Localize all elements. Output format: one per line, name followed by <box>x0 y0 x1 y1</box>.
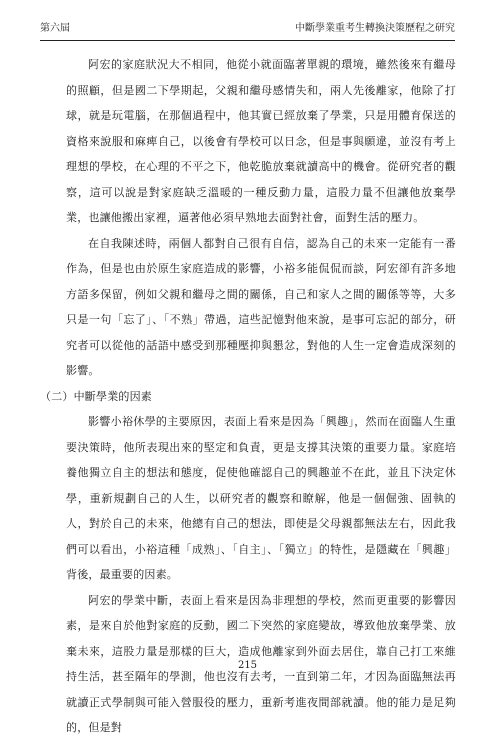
page-number: 215 <box>237 660 258 671</box>
running-header <box>40 18 455 41</box>
section-heading: （二）中斷學業的因素 <box>40 389 152 403</box>
paragraph-3: 影響小裕休學的主要原因，表面上看來是因為「興趣」，然而在面臨人生重要決策時，他所表現出來的堅定和負責，更是支撐其決策的重要力量。家庭培養他獨立自主的想法和態度，促使他確認自己的興趣並不在此，並且下決定休學，重新規劃自己的人生，以研究者的觀察和瞭解，他是一個倔強、固執的人，對於自己的未來，他總有自己的想法，即使是父母親都無法左右，因此我們可以看出，小裕這種「成熟」、「自主」、「獨立」的特性，是隱藏在「興趣」背後，最重要的因素。 <box>66 415 456 581</box>
header-session-label: 第六屆 <box>40 23 70 34</box>
header-paper-title: 中斷學業重考生轉換決策歷程之研究 <box>295 23 455 34</box>
paragraph-1: 阿宏的家庭狀況大不相同，他從小就面臨著單親的環境，雖然後來有繼母的照顧，但是國二下學期起，父親和繼母感情失和，兩人先後離家，他除了打球，就是玩電腦，在那個過程中，他其實已經放棄了學業，只是用體育保送的資格來說服和麻痺自己，以後會有學校可以日念，但是事與願違，並沒有考上理想的學校，在心理的不平之下，他乾脆放棄就讀高中的機會。從研究者的觀察，這可以說是對家庭缺乏溫暖的一種反動力量，這股力量不但讓他放棄學業，也讓他搬出家裡，逼著他必須早熟地去面對社會，面對生活的壓力。 <box>66 58 456 224</box>
paragraph-2: 在自我陳述時，兩個人都對自己很有自信，認為自己的未來一定能有一番作為，但是也由於原生家庭造成的影響，小裕多能侃侃而談，阿宏卻有許多地方語多保留，例如父親和繼母之間的關係，自己和家人之間的關係等等，大多只是一句「忘了」、「不熟」帶過，這些記憶對他來說，是事可忘記的部分，研究者可以從他的話語中感受到那種壓抑與懇忿，對他的人生一定會造成深刻的影響。 <box>66 236 456 377</box>
body-text <box>40 52 456 741</box>
paragraph-4: 阿宏的學業中斷，表面上看來是因為非理想的學校，然而更重要的影響因素，是來自於他對家庭的反動，國二下突然的家庭變故，導致他放棄學業、放棄未來，這股力量是那樣的巨大，造成他離家到外面去居住，靠自己打工來維持生活，甚至隔年的學測，他也沒有去考，一直到第二年，才因為面臨無法再就讀正式學制與可能入營服役的壓力，重新考進夜間部就讀。他的能力是足夠的，但是對 <box>66 593 456 734</box>
